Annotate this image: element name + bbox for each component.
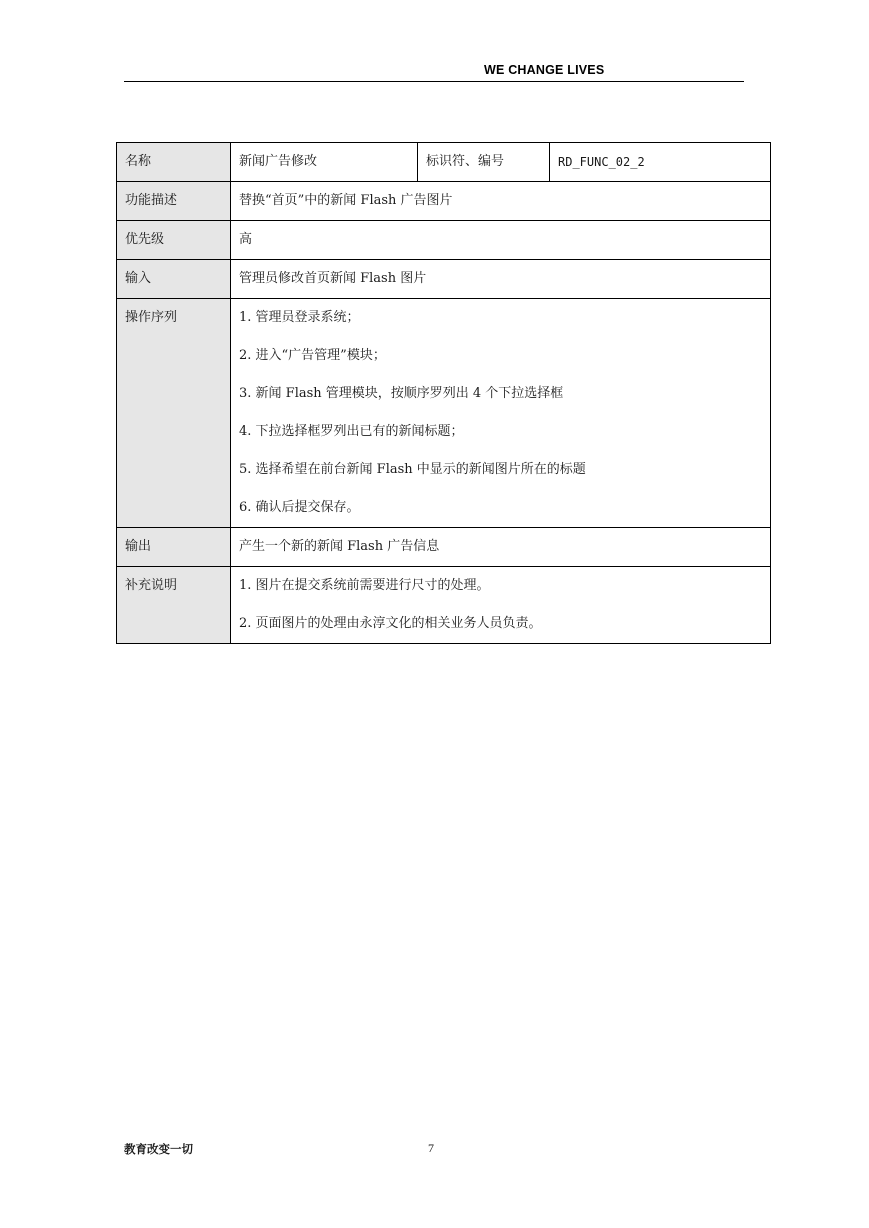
step-item: 5. 选择希望在前台新闻 Flash 中显示的新闻图片所在的标题 xyxy=(239,462,586,477)
description-label: 功能描述 xyxy=(117,182,231,221)
table-row-description xyxy=(117,182,771,221)
name-value: 新闻广告修改 xyxy=(231,143,418,182)
header-divider xyxy=(124,81,744,82)
priority-label: 优先级 xyxy=(117,221,231,260)
steps-label: 操作序列 xyxy=(117,299,231,528)
step-item: 2. 进入“广告管理”模块； xyxy=(239,348,386,363)
header-title: WE CHANGE LIVES xyxy=(484,63,605,77)
table-row-output xyxy=(117,528,771,567)
name-label: 名称 xyxy=(117,143,231,182)
step-item: 3. 新闻 Flash 管理模块，按顺序罗列出 4 个下拉选择框 xyxy=(239,386,564,401)
step-item: 1. 管理员登录系统； xyxy=(239,310,360,325)
description-value: 替换“首页”中的新闻 Flash 广告图片 xyxy=(231,182,771,221)
page-number: 7 xyxy=(428,1141,434,1155)
note-item: 2. 页面图片的处理由永淳文化的相关业务人员负责。 xyxy=(239,616,542,631)
input-label: 输入 xyxy=(117,260,231,299)
output-label: 输出 xyxy=(117,528,231,567)
table-row-steps xyxy=(117,299,771,528)
table-row-notes xyxy=(117,567,771,644)
step-item: 6. 确认后提交保存。 xyxy=(239,500,360,515)
priority-value: 高 xyxy=(231,221,771,260)
output-value: 产生一个新的新闻 Flash 广告信息 xyxy=(231,528,771,567)
identifier-value: RD_FUNC_02_2 xyxy=(550,143,771,182)
note-item: 1. 图片在提交系统前需要进行尺寸的处理。 xyxy=(239,578,490,593)
step-item: 4. 下拉选择框罗列出已有的新闻标题； xyxy=(239,424,464,439)
input-value: 管理员修改首页新闻 Flash 图片 xyxy=(231,260,771,299)
identifier-label: 标识符、编号 xyxy=(418,143,550,182)
table-row-name xyxy=(117,143,771,182)
notes-label: 补充说明 xyxy=(117,567,231,644)
steps-list xyxy=(231,299,771,528)
table-row-input xyxy=(117,260,771,299)
table-row-priority xyxy=(117,221,771,260)
footer-slogan: 教育改变一切 xyxy=(124,1142,193,1156)
function-spec-table xyxy=(116,142,771,644)
notes-list xyxy=(231,567,771,644)
